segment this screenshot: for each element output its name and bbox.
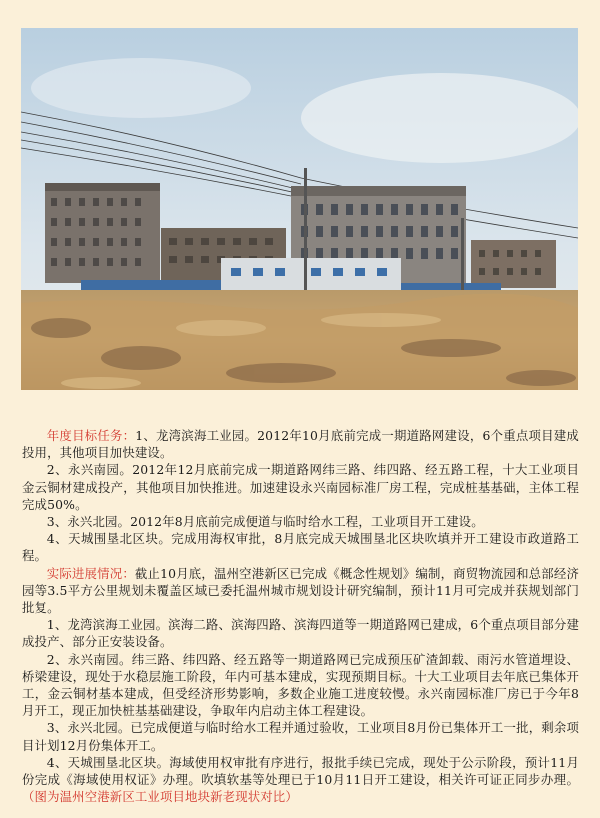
paragraph-progress-2: 2、永兴南园。纬三路、纬四路、经五路等一期道路网已完成预压矿渣卸载、雨污水管道埋设、桥梁建设，现处于水稳层施工阶段，年内可基本建成，实现预期目标。十大工业项目去年底已集体开工，金云铜材基本建成，但受经济形势影响，多数企业施工进度较慢。永兴南园标准厂房已于今年8月开工，现正加快桩基基础建设，争取年内启动主体工程建设。 bbox=[22, 651, 579, 719]
paragraph-progress-1: 1、龙湾滨海工业园。滨海二路、滨海四路、滨海四道等一期道路网已建成，6个重点项目部分建成投产、部分正安装设备。 bbox=[22, 617, 579, 650]
paragraph-text: 1、龙湾滨海工业园。2012年10月底前完成一期道路网建设，6个重点项目建成投用，其他项目加快建设。 bbox=[22, 428, 579, 461]
paragraph-progress-4 bbox=[22, 754, 579, 806]
construction-site-photo bbox=[21, 28, 578, 390]
article-body bbox=[22, 427, 579, 805]
paragraph-goal-4: 4、天城围垦北区块。完成用海权审批，8月底完成天城围垦北区块吹填并开工建设市政道路工程。 bbox=[22, 531, 579, 564]
paragraph-text: 截止10月底，温州空港新区已完成《概念性规划》编制，商贸物流园和总部经济园等3.5平方公里规划未覆盖区域已委托温州城市规划设计研究编制，预计11月可完成并获规划部门批复。 bbox=[22, 565, 579, 616]
paragraph-goal-2: 2、永兴南园。2012年12月底前完成一期道路网纬三路、纬四路、经五路工程，十大工业项目金云铜材建成投产，其他项目加快推进。加速建设永兴南园标准厂房工程，完成桩基基础，主体工程完成50%。 bbox=[22, 462, 579, 512]
paragraph-goal-3: 3、永兴北园。2012年8月底前完成便道与临时给水工程，工业项目开工建设。 bbox=[46, 514, 484, 530]
paragraph-progress-3: 3、永兴北园。已完成便道与临时给水工程并通过验收，工业项目8月份已集体开工一批，剩余项目计划12月份集体开工。 bbox=[22, 720, 579, 753]
paragraph-text: 4、天城围垦北区块。海域使用权审批有序进行，报批手续已完成，现处于公示阶段，预计11月份完成《海域使用权证》办理。吹填软基等处理已于10月11日开工建设，相关许可证正同步办理。 bbox=[22, 754, 579, 788]
annual-goals-heading: 年度目标任务： bbox=[46, 428, 136, 443]
paragraph-progress bbox=[22, 565, 579, 617]
progress-heading: 实际进展情况： bbox=[46, 565, 135, 581]
paragraph-annual-goals bbox=[22, 427, 579, 461]
photo-caption: （图为温州空港新区工业项目地块新老现状对比） bbox=[22, 789, 298, 805]
